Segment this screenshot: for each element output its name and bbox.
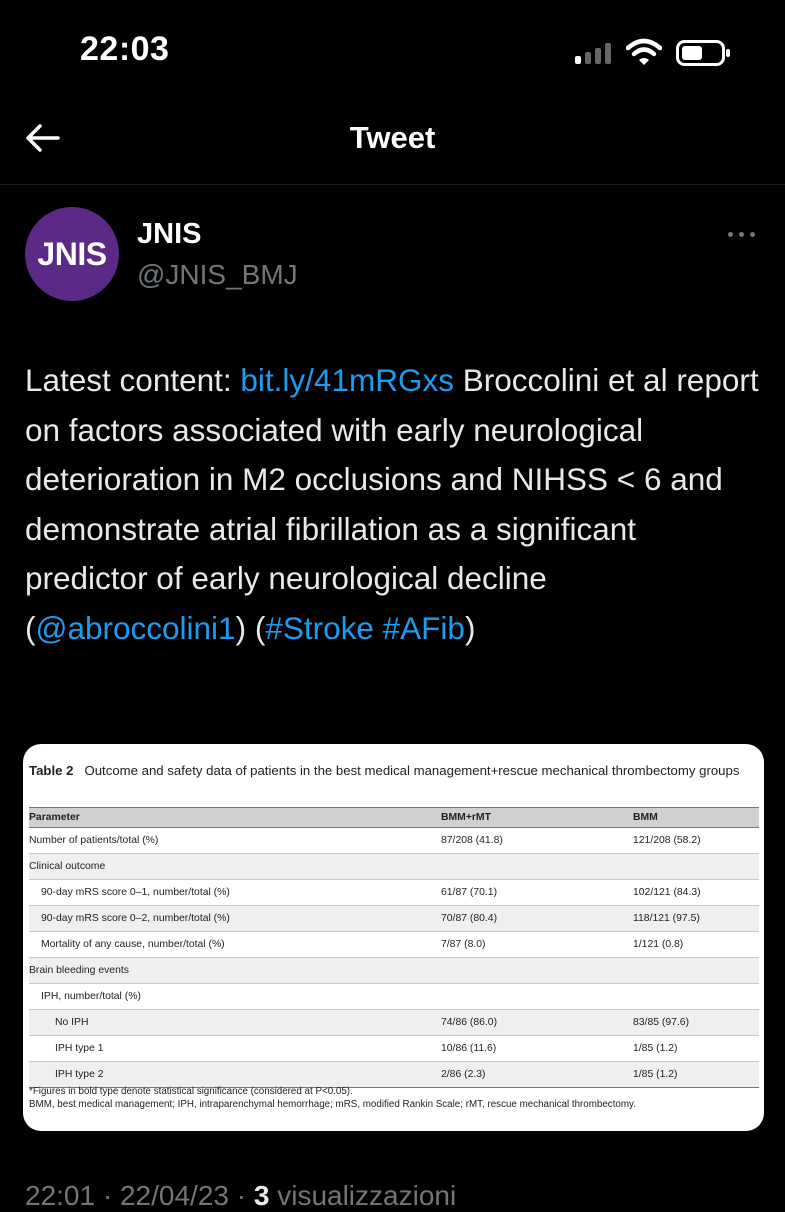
cell-parameter: Mortality of any cause, number/total (%) (41, 939, 225, 950)
table-row (29, 1062, 759, 1088)
cell-parameter: IPH type 2 (29, 1062, 441, 1088)
tweet-time: 22:01 (25, 1180, 96, 1211)
author-handle[interactable]: @JNIS_BMJ (137, 259, 298, 290)
views-label[interactable]: visualizzazioni (277, 1180, 457, 1211)
battery-icon (676, 40, 732, 66)
tweet-meta (25, 1180, 456, 1212)
cell-bmm-rmt: 87/208 (41.8) (441, 835, 503, 846)
cell-bmm-rmt: 7/87 (8.0) (441, 939, 486, 950)
meta-separator: · (95, 1180, 120, 1211)
cell-bmm: 121/208 (58.2) (633, 835, 701, 846)
tweet-text (25, 356, 765, 653)
tweet-text-segment (374, 610, 383, 646)
more-icon[interactable] (724, 224, 760, 244)
cell-bmm: 118/121 (97.5) (633, 906, 759, 932)
cell-bmm-rmt (441, 854, 633, 880)
author-name[interactable]: JNIS (137, 218, 202, 250)
avatar[interactable] (25, 207, 119, 301)
table-header-row (29, 808, 759, 828)
cell-bmm-rmt: 74/86 (86.0) (441, 1010, 633, 1036)
cell-parameter: 90-day mRS score 0–2, number/total (%) (29, 906, 441, 932)
cell-parameter: Number of patients/total (%) (29, 835, 159, 846)
table-row (29, 906, 759, 932)
table-label: Table 2 (29, 763, 74, 778)
col-bmm-rmt: BMM+rMT (441, 808, 633, 828)
col-parameter: Parameter (29, 808, 441, 828)
table-row (29, 828, 759, 854)
views-count[interactable]: 3 (253, 1180, 270, 1211)
cell-bmm: 1/85 (1.2) (633, 1043, 678, 1054)
table-footnote (29, 1085, 761, 1111)
status-bar (0, 0, 785, 100)
tweet-text-segment: ) ( (235, 609, 266, 646)
table-row (29, 854, 759, 880)
tweet-link[interactable]: bit.ly/41mRGxs (240, 362, 454, 398)
cell-bmm-rmt: 70/87 (80.4) (441, 906, 633, 932)
cell-parameter: Brain bleeding events (29, 958, 441, 984)
col-bmm: BMM (633, 808, 759, 828)
cell-parameter: 90-day mRS score 0–1, number/total (%) (41, 887, 230, 898)
table-row (29, 958, 759, 984)
cell-bmm: 83/85 (97.6) (633, 1010, 759, 1036)
tweet-date: 22/04/23 (119, 1180, 229, 1211)
wifi-icon (626, 38, 662, 66)
tweet-text-segment: Latest content: (25, 362, 241, 398)
meta-separator: · (228, 1180, 254, 1211)
table-title (29, 762, 761, 779)
table-row (29, 880, 759, 906)
status-time: 22:03 (80, 30, 170, 68)
cell-bmm (633, 984, 759, 1010)
top-app-bar (0, 100, 785, 184)
cell-bmm-rmt: 10/86 (11.6) (441, 1043, 497, 1054)
mention-link[interactable]: @abroccolini1 (35, 609, 236, 646)
page-title: Tweet (349, 120, 436, 155)
table-row (29, 984, 759, 1010)
cell-bmm (633, 854, 759, 880)
cell-bmm: 102/121 (84.3) (633, 887, 701, 898)
cell-bmm-rmt (441, 958, 633, 984)
table-row (29, 932, 759, 958)
data-table (29, 807, 759, 1088)
cell-parameter: No IPH (29, 1010, 441, 1036)
cell-bmm-rmt: 2/86 (2.3) (441, 1062, 633, 1088)
cell-parameter: IPH, number/total (%) (41, 991, 141, 1002)
hashtag-stroke[interactable]: #Stroke (265, 609, 374, 646)
cell-parameter: IPH type 1 (55, 1043, 104, 1054)
divider (0, 184, 785, 185)
cell-bmm-rmt (441, 984, 633, 1010)
cell-bmm: 1/121 (0.8) (633, 939, 684, 950)
cell-bmm-rmt: 61/87 (70.1) (441, 887, 498, 898)
hashtag-afib[interactable]: #AFib (382, 609, 465, 646)
signal-icon (575, 42, 615, 64)
cell-bmm: 1/85 (1.2) (633, 1062, 759, 1088)
footnote-line: BMM, best medical management; IPH, intraparenchymal hemorrhage; mRS, modified Rankin Scale; rMT, rescue mechanical thrombectomy. (29, 1099, 636, 1110)
avatar-logo-text: JNIS (37, 235, 107, 272)
tweet-text-segment: ) (464, 609, 476, 646)
table-caption: Outcome and safety data of patients in the best medical management+rescue mechanical thrombectomy groups (84, 763, 740, 778)
tweet-text-segment: Broccolini et al report on factors associated with early neurological deterioration in M2 occlusions and NIHSS < 6 and demonstrate atrial fibrillation as a significant predictor of early neurological decline ( (25, 362, 759, 646)
footnote-line: *Figures in bold type denote statistical significance (considered at P<0.05). (29, 1086, 353, 1097)
table-row (29, 1036, 759, 1062)
cell-parameter: Clinical outcome (29, 854, 441, 880)
cell-bmm (633, 958, 759, 984)
table-row (29, 1010, 759, 1036)
tweet-media-image[interactable] (23, 744, 764, 1131)
